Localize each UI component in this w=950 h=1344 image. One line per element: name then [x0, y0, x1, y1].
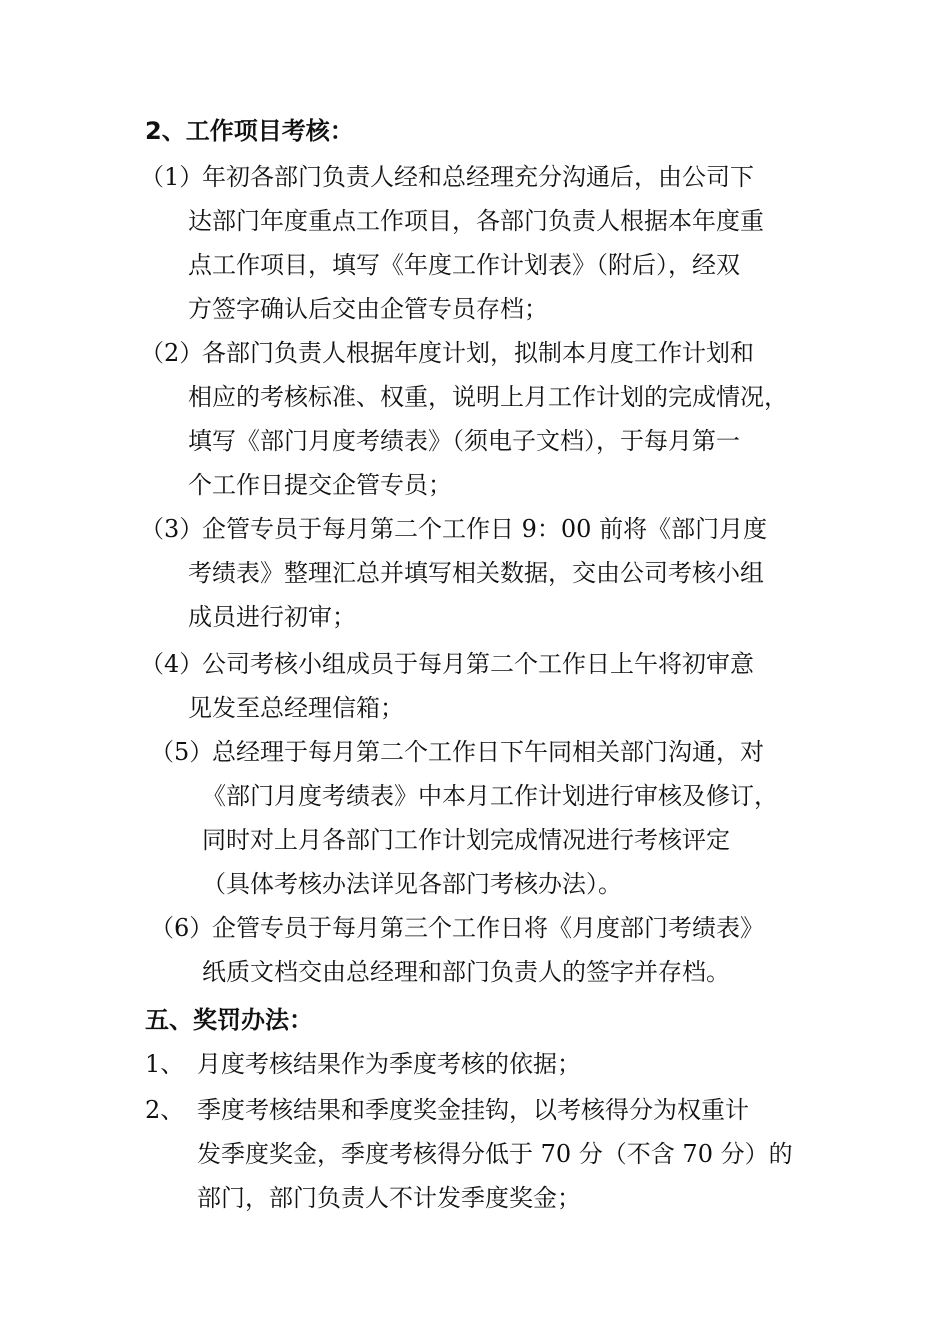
item-number: 2、: [145, 1096, 185, 1124]
item-line: 年初各部门负责人经和总经理充分沟通后，由公司下: [202, 163, 754, 191]
reward-item-2: [145, 1088, 825, 1220]
reward-item-1: [145, 1042, 825, 1086]
item-line: 发季度奖金，季度考核得分低于 70 分（不含 70 分）的: [197, 1140, 793, 1168]
item-number: （5）: [150, 738, 214, 766]
item-line: 总经理于每月第二个工作日下午同相关部门沟通，对: [212, 738, 764, 766]
item-line: 公司考核小组成员于每月第二个工作日上午将初审意: [202, 650, 754, 678]
item-line: 各部门负责人根据年度计划，拟制本月度工作计划和: [202, 339, 754, 367]
heading-project-assessment: 2、工作项目考核：: [145, 117, 354, 145]
list-item-2: [140, 331, 820, 507]
item-line: 纸质文档交由总经理和部门负责人的签字并存档。: [202, 958, 730, 986]
item-line: 个工作日提交企管专员；: [188, 471, 452, 499]
item-line: 见发至总经理信箱；: [188, 694, 404, 722]
item-number: （4）: [140, 650, 204, 678]
item-line: 相应的考核标准、权重，说明上月工作计划的完成情况，: [188, 383, 788, 411]
item-number: （1）: [140, 163, 204, 191]
heading-rewards-penalties: 五、奖罚办法：: [145, 1006, 313, 1034]
item-number: （6）: [150, 914, 214, 942]
item-line: 部门，部门负责人不计发季度奖金；: [197, 1184, 581, 1212]
item-number: 1、: [145, 1050, 185, 1078]
list-item-3: [140, 507, 820, 639]
item-line: 考绩表》整理汇总并填写相关数据，交由公司考核小组: [188, 559, 764, 587]
item-line: 企管专员于每月第二个工作日 9：00 前将《部门月度: [202, 515, 768, 543]
item-line: 成员进行初审；: [188, 603, 356, 631]
list-item-4: [140, 642, 820, 730]
item-line: 月度考核结果作为季度考核的依据；: [197, 1050, 581, 1078]
list-item-1: [140, 155, 820, 331]
list-item-5: [150, 730, 830, 906]
item-text: [188, 507, 767, 639]
item-line: 填写《部门月度考绩表》（须电子文档），于每月第一: [188, 427, 740, 455]
item-text: [197, 1042, 581, 1086]
item-line: 方签字确认后交由企管专员存档；: [188, 295, 548, 323]
item-line: 达部门年度重点工作项目，各部门负责人根据本年度重: [188, 207, 764, 235]
item-line: 季度考核结果和季度奖金挂钩，以考核得分为权重计: [197, 1096, 749, 1124]
item-text: [188, 155, 764, 331]
item-text: [188, 642, 754, 730]
item-line: 点工作项目，填写《年度工作计划表》（附后），经双: [188, 251, 740, 279]
item-line: 《部门月度考绩表》中本月工作计划进行审核及修订，: [202, 782, 778, 810]
item-line: 企管专员于每月第三个工作日将《月度部门考绩表》: [212, 914, 764, 942]
item-text: [188, 331, 788, 507]
item-line: 同时对上月各部门工作计划完成情况进行考核评定: [202, 826, 730, 854]
list-item-6: [150, 906, 830, 994]
item-text: [197, 1088, 793, 1220]
item-number: （2）: [140, 339, 204, 367]
item-line: （具体考核办法详见各部门考核办法）。: [202, 870, 622, 898]
item-text: [202, 730, 778, 906]
item-number: （3）: [140, 515, 204, 543]
item-text: [202, 906, 764, 994]
